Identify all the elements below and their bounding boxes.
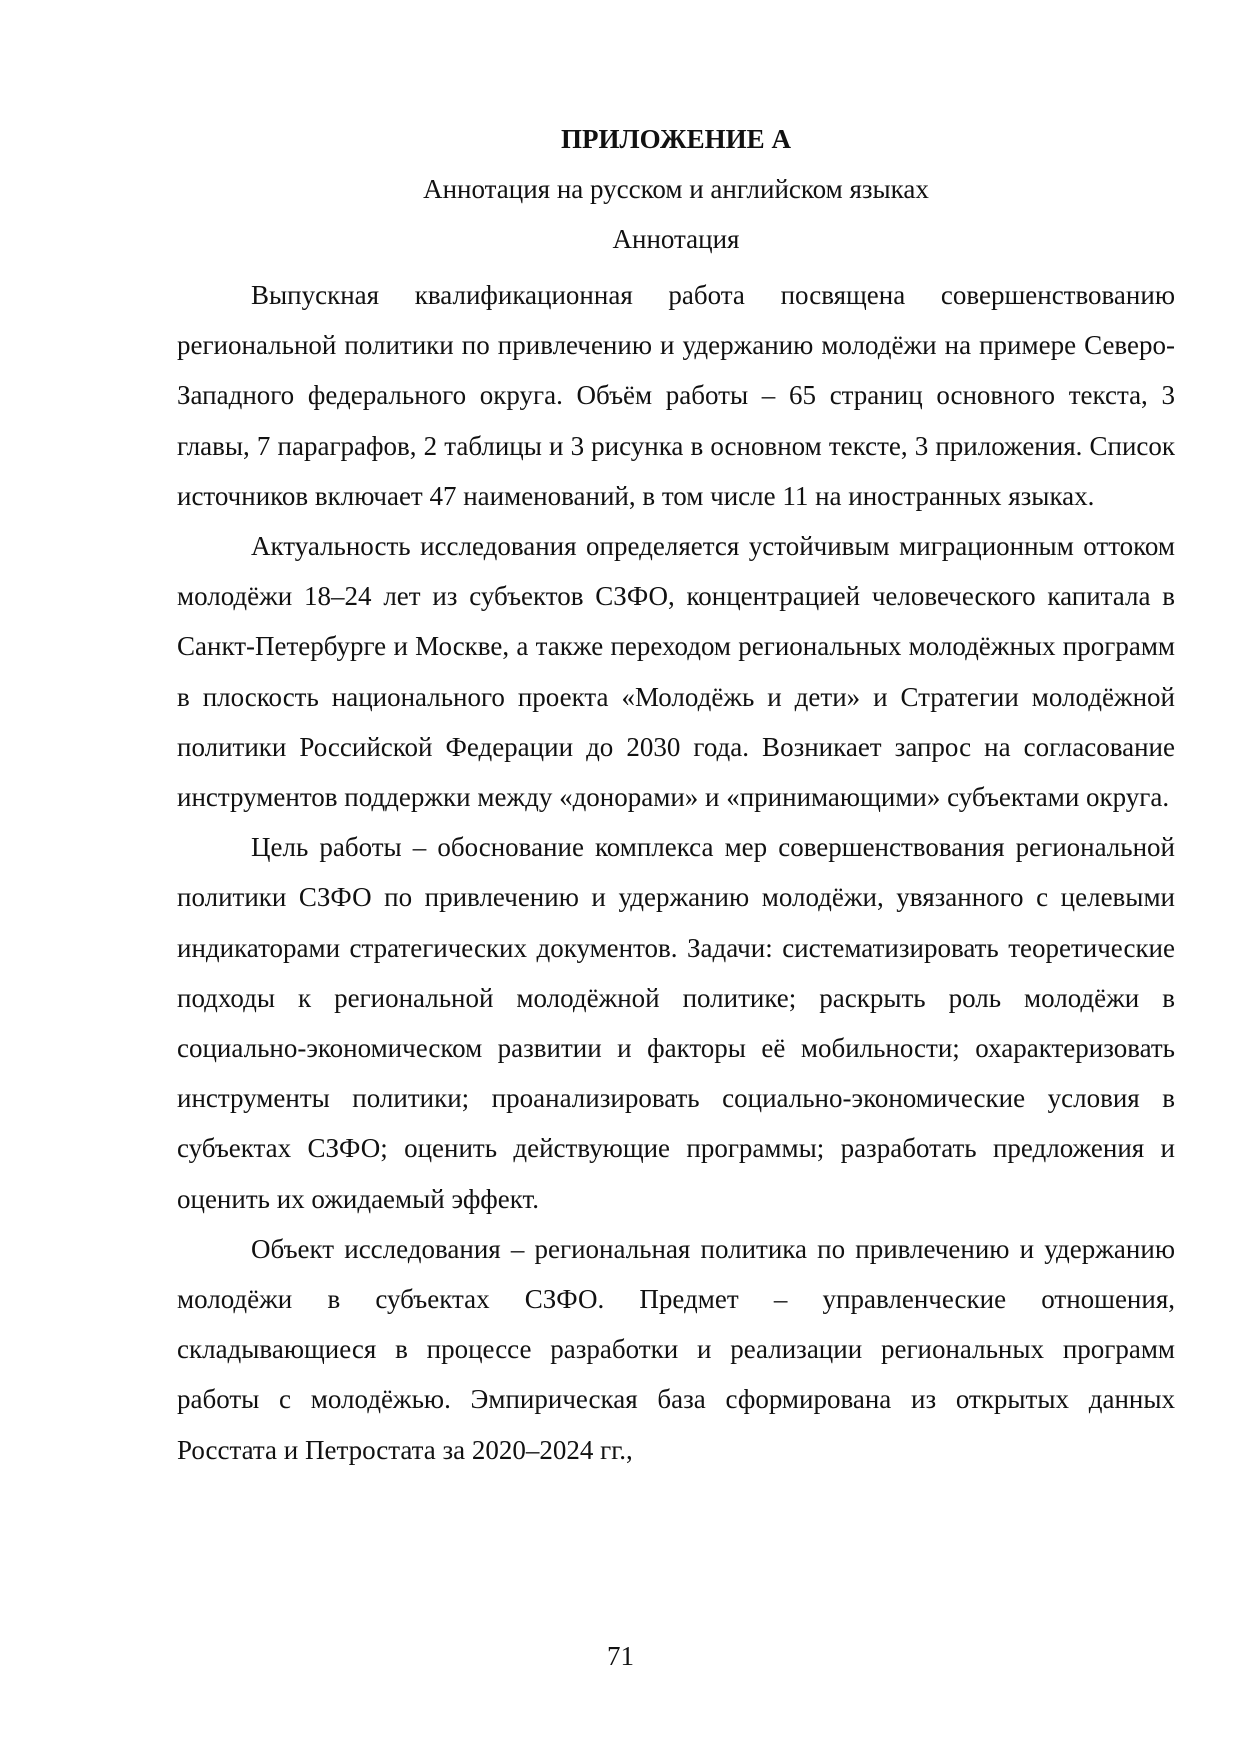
- annotation-heading: Аннотация: [612, 224, 740, 254]
- appendix-subtitle: Аннотация на русском и английском языках: [423, 174, 929, 204]
- paragraph-relevance: Актуальность исследования определяется устойчивым миграционным оттоком молодёжи 18–24 лет из субъектов СЗФО, концентрацией человеческого капитала в Санкт-Петербурге и Москве, а также переходом региональных молодёжных программ в плоскость национального проекта «Молодёжь и дети» и Стратегии молодёжной политики Российской Федерации до 2030 года. Возникает запрос на согласование инструментов поддержки между «донорами» и «принимающими» субъектами округа.: [177, 531, 1175, 813]
- appendix-header: [177, 114, 1175, 264]
- appendix-title: ПРИЛОЖЕНИЕ А: [561, 124, 791, 154]
- annotation-body: [177, 270, 1175, 1475]
- paragraph-goal-tasks: Цель работы – обоснование комплекса мер совершенствования региональной политики СЗФО по привлечению и удержанию молодёжи, увязанного с целевыми индикаторами стратегических документов. Задачи: систематизировать теоретические подходы к региональной молодёжной политике; раскрыть роль молодёжи в социально-экономическом развитии и факторы её мобильности; охарактеризовать инструменты политики; проанализировать социально-экономические условия в субъектах СЗФО; оценить действующие программы; разработать предложения и оценить их ожидаемый эффект.: [177, 832, 1175, 1214]
- paragraph-object-subject: Объект исследования – региональная политика по привлечению и удержанию молодёжи в субъектах СЗФО. Предмет – управленческие отношения, складывающиеся в процессе разработки и реализации региональных программ работы с молодёжью. Эмпирическая база сформирована из открытых данных Росстата и Петростата за 2020–2024 гг.,: [177, 1233, 1175, 1465]
- paragraph-summary: Выпускная квалификационная работа посвящена совершенствованию региональной политики по привлечению и удержанию молодёжи на примере Северо-Западного федерального округа. Объём работы – 65 страниц основного текста, 3 главы, 7 параграфов, 2 таблицы и 3 рисунка в основном тексте, 3 приложения. Список источников включает 47 наименований, в том числе 11 на иностранных языках.: [177, 280, 1175, 511]
- page-number: 71: [607, 1641, 634, 1671]
